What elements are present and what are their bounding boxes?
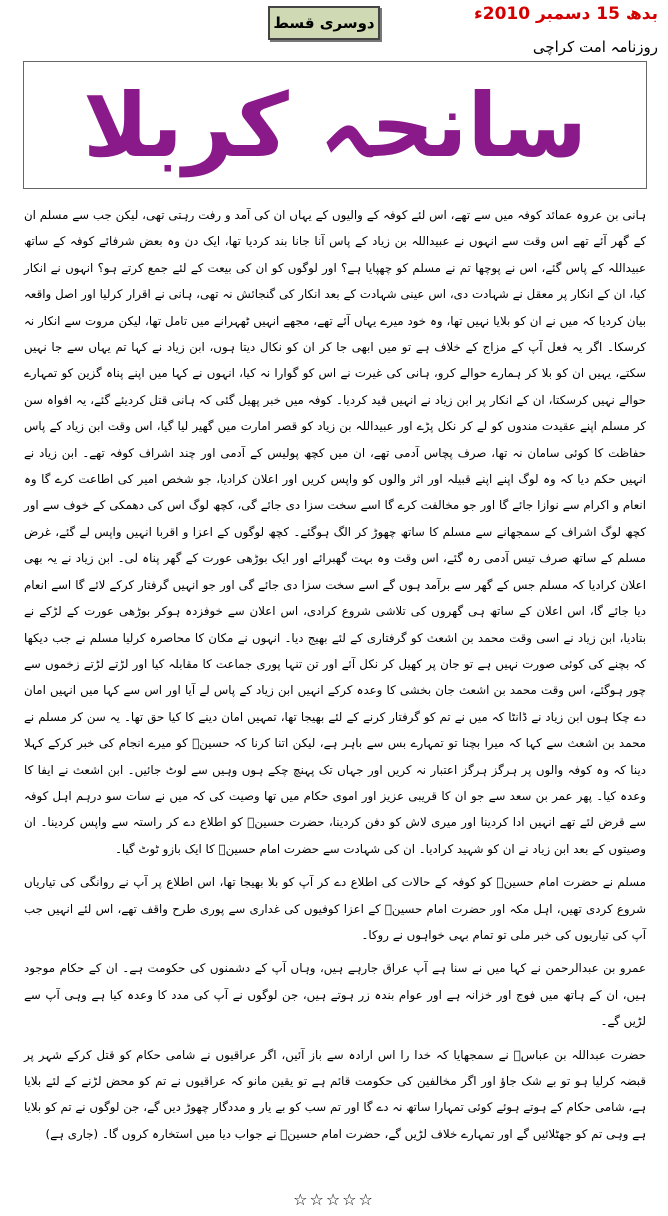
article-paragraph: مسلم نے حضرت امام حسینؓ کو کوفہ کے حالات کی اطلاع دے کر آپ کو بلا بھیجا تھا، اس اطلاع پر آپ نے روانگی کی تیاریاں شروع کردی تھیں، اہل مکہ اور حضرت امام حسینؓ کے اعزا کوفیوں کی غداری سے پوری طرح واقف تھے، اس لئے انہیں جب آپ کی تیاریوں کی خبر ملی تو تمام بہی خواہوں نے روکا۔ [24, 875, 646, 942]
title-banner [23, 61, 647, 189]
article-body [24, 202, 646, 1154]
article-paragraph: عمرو بن عبدالرحمن نے کہا میں نے سنا ہے آپ عراق جارہے ہیں، وہاں آپ کے دشمنوں کی حکومت ہے۔ ان کے حکام موجود ہیں، ان کے ہاتھ میں فوج اور خزانہ ہے اور عوام بندہ زر ہوتے ہیں، جن لوگوں نے آپ کی مدد کا وعدہ کیا ہے وہی آپ سے لڑیں گے۔ [24, 961, 646, 1029]
publication-date: بدھ 15 دسمبر 2010ء [474, 4, 658, 24]
episode-label: دوسری قسط [268, 6, 380, 40]
newspaper-source: روزنامہ امت کراچی [532, 38, 658, 56]
end-stars: ☆☆☆☆☆ [293, 1190, 375, 1209]
article-paragraph: ہانی بن عروہ عمائد کوفہ میں سے تھے، اس لئے کوفہ کے والیوں کے یہاں ان کی آمد و رفت رہتی تھی، لیکن جب سے مسلم ان کے گھر آئے تھے اس وقت سے انہوں نے عبیداللہ بن زیاد کے پاس آنا جانا بند کردیا تھا، ایک دن وہ بعض شرفائے کوفہ کے ساتھ عبیداللہ کے پاس گئے، اس نے پوچھا تم نے مسلم کو چھپایا ہے؟ اور لوگوں کو ان کی بیعت کے لئے جمع کرتے ہو؟ انہوں نے انکار کیا، ان کے انکار پر معقل نے شہادت دی، اس عینی شہادت کے بعد انکار کی گنجائش نہ تھی، ہانی نے اقرار کرلیا اور اصل واقعہ بیان کردیا کہ میں نے ان کو بلایا نہیں تھا، وہ خود میرے یہاں آئے تھے، مجھے انہیں ٹھہرانے میں تامل تھا، لیکن مروت سے انکار نہ کرسکا۔ اگر یہ فعل آپ کے مزاج کے خلاف ہے تو میں ابھی جا کر ان کو نکال دیتا ہوں، ابن زیاد نے کہا تم یہاں سے جا نہیں سکتے، یہیں ان کو بلا کر ہمارے حوالے کرو، ہانی کی غیرت نے اس کو گوارا نہ کیا، انہوں نے کہا میں اپنے پناہ گزین کو تمہارے حوالے نہیں کرسکتا، ان کے انکار پر ابن زیاد نے انہیں قید کردیا۔ کوفہ میں خبر پھیل گئی کہ ہانی قتل کردیئے گئے، یہ افواہ سن کر مسلم اپنے عقیدت مندوں کو لے کر نکل پڑے اور عبیداللہ بن زیاد کو قصر امارت میں گھیر لیا گیا، اس وقت ابن زیاد کے پاس حفاظت کا کوئی سامان نہ تھا، صرف پچاس آدمی تھے، ان میں کچھ پولیس کے آدمی اور چند اشراف کوفہ تھے۔ ابن زیاد نے انہیں حکم دیا کہ وہ لوگ اپنے اپنے قبیلہ اور اثر والوں کو واپس کریں اور اعلان کرادیا، جو شخص امیر کی اطاعت کرے گا وہ انعام و اکرام سے نوازا جائے گا اور جو مخالفت کرے گا اسے سخت سزا دی جائے گی، کچھ لوگ اس کی دھمکی کے خوف سے اور کچھ لوگ اشراف کے سمجھانے سے مسلم کا ساتھ چھوڑ کر الگ ہوگئے۔ کچھ لوگوں کے اعزا و اقربا انہیں واپس لے گئے، غرض مسلم کے ساتھ صرف تیس آدمی رہ گئے، اس وقت وہ بہت گھبرائے اور ایک بوڑھی عورت کے گھر پناہ لی۔ ابن زیاد نے یہ بھی اعلان کرادیا کہ مسلم جس کے گھر سے برآمد ہوں گے اسے سخت سزا دی جائے گی اور جو انہیں گرفتار کرکے لائے گا اسے انعام دیا جائے گا، اس اعلان کے ساتھ ہی گھروں کی تلاشی شروع کرادی، اس اعلان سے خوفزدہ ہوکر بوڑھی عورت کے لڑکے نے بتادیا، ابن زیاد نے اسی وقت محمد بن اشعث کو گرفتاری کے لئے بھیج دیا۔ انہوں نے مکان کا محاصرہ کرلیا مسلم نے جب دیکھا کہ بچنے کی کوئی صورت نہیں ہے تو جان پر کھیل کر نکل آئے اور تن تنہا پوری جماعت کا مقابلہ کیا اور لڑتے لڑتے زخموں سے چور ہوگئے، اس وقت محمد بن اشعث جان بخشی کا وعدہ کرکے انہیں ابن زیاد کے پاس لے آیا اور اس سے کہا میں انہیں امان دے چکا ہوں ابن زیاد نے ڈانٹا کہ میں نے تم کو گرفتار کرنے کے لئے بھیجا تھا، تمہیں امان دینے کا کیا حق تھا۔ یہ سن کر مسلم نے محمد بن اشعث سے کہا کہ میرا بچنا تو تمہارے بس سے باہر ہے، لیکن اتنا کرنا کہ حسینؓ کو میرے انجام کی خبر کرکے کہلا دینا کہ وہ کوفہ والوں پر ہرگز ہرگز اعتبار نہ کریں اور جہاں تک پہنچ چکے ہوں وہیں سے لوٹ جائیں۔ ابن اشعث نے ایفا کا وعدہ کیا۔ پھر عمر بن سعد سے جو ان کا قریبی عزیز اور اموی حکام میں تھا وصیت کی کہ میں نے سات سو درہم اہل کوفہ سے قرض لئے تھے انہیں ادا کردینا اور میری لاش کو دفن کردینا، حضرت حسینؓ کو اطلاع دے کر راستہ سے واپس کردینا۔ ان وصیتوں کے بعد ابن زیاد نے ان کو شہید کرادیا۔ ان کی شہادت سے حضرت امام حسینؓ کا ایک بازو ٹوٹ گیا۔ [24, 208, 647, 856]
article-paragraph: حضرت عبداللہ بن عباسؓ نے سمجھایا کہ خدا را اس ارادہ سے باز آئیں، اگر عراقیوں نے شامی حکام کو قتل کرکے شہر پر قبضہ کرلیا ہو تو بے شک جاؤ اور اگر مخالفین کی حکومت قائم ہے تو یقین مانو کہ عراقیوں نے تم کو محض لڑنے کے لئے بلایا ہے، شامی حکام کے ہوتے ہوئے کوئی تمہارا ساتھ نہ دے گا اور تم سب کو بے یار و مددگار چھوڑ دیں گے، جن لوگوں نے تم کو بلایا ہے وہی تم کو جھٹلائیں گے اور تمہارے خلاف لڑیں گے، حضرت امام حسینؓ نے جواب دیا میں استخارہ کروں گا۔ (جاری ہے) [24, 1047, 646, 1141]
banner-title: سانحہ کربلا [82, 73, 588, 177]
